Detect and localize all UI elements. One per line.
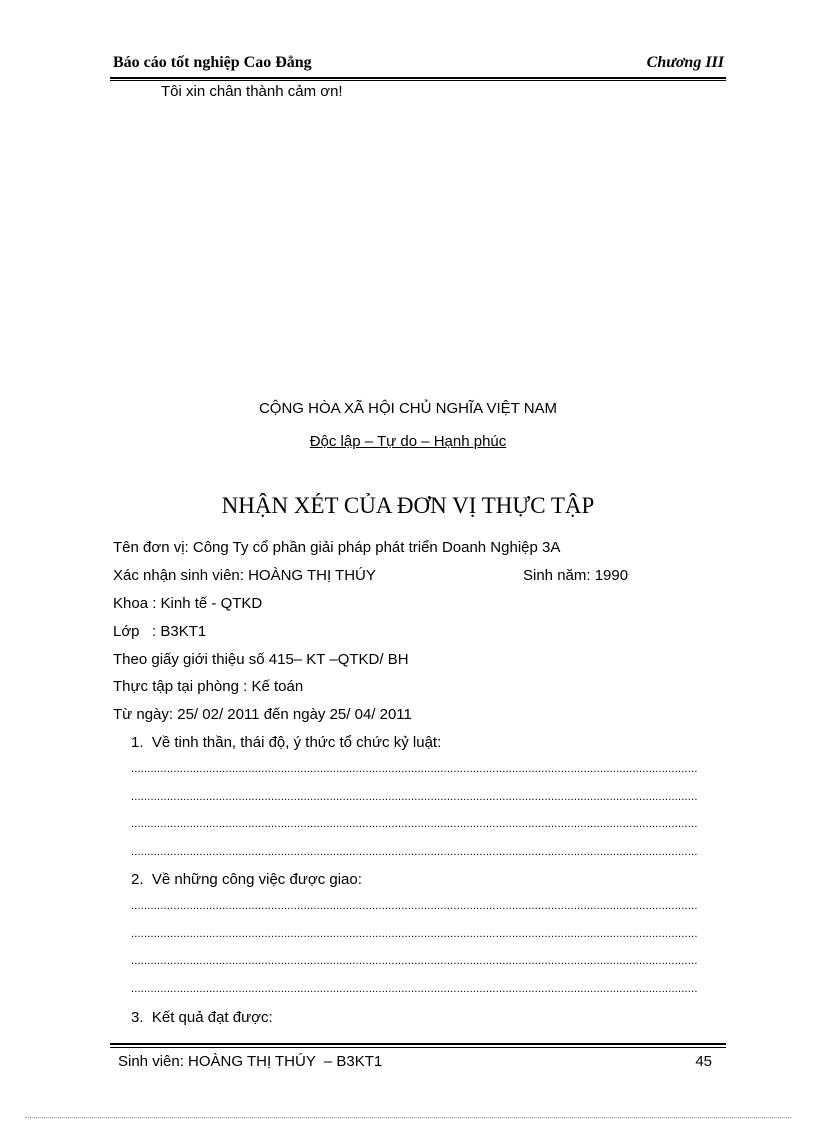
footer-left: Sinh viên: HOÀNG THỊ THÚY – B3KT1: [118, 1053, 383, 1070]
header-right: Chương III: [646, 54, 724, 71]
info-dates: Từ ngày: 25/ 02/ 2011 đến ngày 25/ 04/ 2011: [113, 706, 412, 723]
dotted-line: ..............................................................................................................................................................................: [131, 763, 698, 775]
header-rule-thin: [110, 80, 726, 81]
motto-line-2: [0, 433, 816, 450]
section-2-heading: 2. Về những công việc được giao:: [131, 871, 362, 888]
dotted-line: ..............................................................................................................................................................................: [131, 818, 698, 830]
motto-line-1: CỘNG HÒA XÃ HỘI CHỦ NGHĨA VIỆT NAM: [258, 400, 558, 417]
page-number: 45: [695, 1053, 712, 1070]
footer-rule-thin: [110, 1047, 726, 1048]
section-3-heading: 3. Kết quả đạt được:: [131, 1009, 273, 1026]
info-birth-year: Sinh năm: 1990: [523, 567, 629, 584]
info-department: Thực tập tại phòng : Kế toán: [113, 678, 304, 695]
info-unit: Tên đơn vị: Công Ty cổ phần giải pháp phát triển Doanh Nghiệp 3A: [113, 539, 561, 556]
info-faculty: Khoa : Kinh tế - QTKD: [113, 595, 263, 612]
header-left: Báo cáo tốt nghiệp Cao Đẳng: [113, 54, 312, 71]
info-letter: Theo giấy giới thiệu số 415– KT –QTKD/ BH: [113, 651, 409, 668]
dotted-line: ..............................................................................................................................................................................: [131, 846, 698, 858]
header-rule: [110, 77, 726, 79]
dotted-line: ..............................................................................................................................................................................: [131, 900, 698, 912]
page-edge-dots: [25, 1117, 791, 1118]
motto-line-2-text: Độc lập – Tự do – Hạnh phúc: [309, 433, 507, 450]
info-class: Lớp : B3KT1: [113, 623, 207, 640]
thanks-line: Tôi xin chân thành cảm ơn!: [161, 83, 343, 100]
info-student: Xác nhận sinh viên: HOÀNG THỊ THÚY: [113, 567, 376, 584]
footer-rule: [110, 1043, 726, 1045]
dotted-line: ..............................................................................................................................................................................: [131, 983, 698, 995]
dotted-line: ..............................................................................................................................................................................: [131, 791, 698, 803]
page-title: NHẬN XÉT CỦA ĐƠN VỊ THỰC TẬP: [221, 493, 595, 518]
section-1-heading: 1. Về tinh thần, thái độ, ý thức tổ chức kỷ luật:: [131, 734, 442, 751]
dotted-line: ..............................................................................................................................................................................: [131, 928, 698, 940]
dotted-line: ..............................................................................................................................................................................: [131, 955, 698, 967]
